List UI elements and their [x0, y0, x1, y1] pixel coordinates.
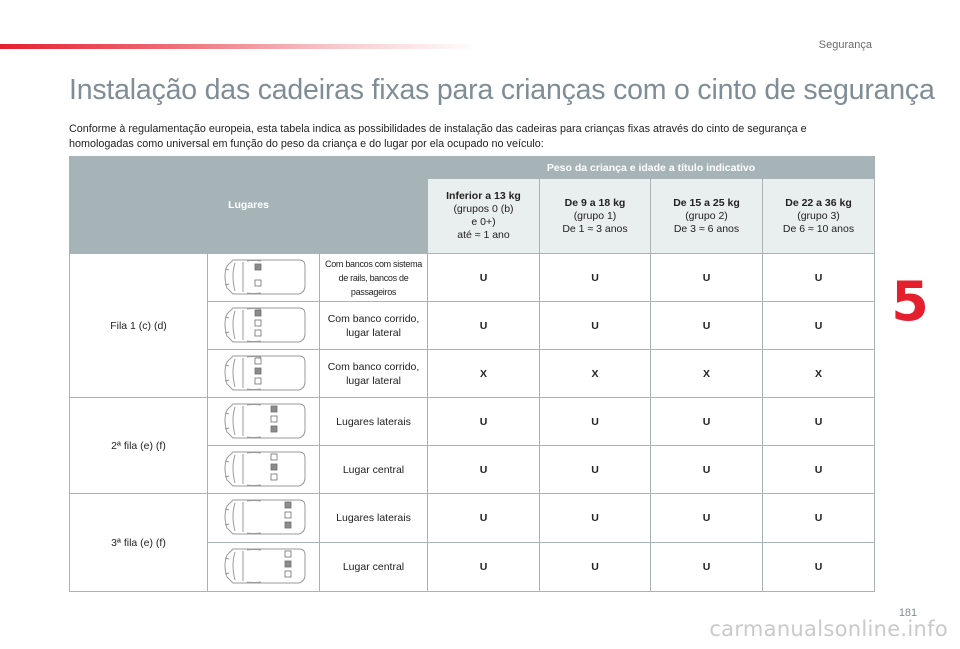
- section-name: Segurança: [818, 39, 872, 51]
- age-label: De 3 ≈ 6 anos: [673, 222, 740, 235]
- seat: [271, 474, 277, 480]
- weight-group-1: [540, 179, 651, 254]
- seat-description: Com banco corrido, lugar lateral: [320, 350, 428, 398]
- weight-label: De 9 a 18 kg: [564, 196, 626, 209]
- group-label: (grupo 2): [685, 209, 728, 222]
- car-top-view-icon: [221, 547, 307, 587]
- seat-highlighted: [255, 310, 261, 316]
- page-title: Instalação das cadeiras fixas para crianças com o cinto de segurança: [69, 74, 935, 106]
- seat: [255, 280, 261, 286]
- age-label: até ≈ 1 ano: [457, 229, 510, 241]
- group-label: (grupos 0 (b): [453, 203, 514, 215]
- seat: [271, 454, 277, 460]
- seat-highlighted: [285, 522, 291, 528]
- table-row: [70, 398, 875, 446]
- car-top-view-icon: [221, 306, 307, 346]
- car-top-view-icon: [221, 498, 307, 538]
- group-label-cont: e 0+): [471, 216, 496, 228]
- value-cell: U: [651, 543, 763, 592]
- car-top-view-icon: [221, 450, 307, 490]
- seat: [255, 358, 261, 364]
- value-cell: U: [428, 302, 540, 350]
- seat-description: Lugares laterais: [320, 398, 428, 446]
- weight-label: De 22 a 36 kg: [785, 196, 852, 209]
- value-cell: U: [428, 543, 540, 592]
- group-label: (grupo 3): [797, 209, 840, 222]
- group-label: (grupo 1): [573, 209, 617, 222]
- weight-group-3: [763, 179, 875, 254]
- value-cell: U: [540, 543, 651, 592]
- header-places: Lugares: [70, 157, 428, 254]
- value-cell: U: [763, 543, 875, 592]
- age-label: De 6 ≈ 10 anos: [782, 222, 855, 235]
- car-cell: [208, 446, 320, 494]
- value-cell: U: [651, 398, 763, 446]
- child-seat-table: [69, 156, 875, 592]
- seat-description: Lugar central: [320, 543, 428, 592]
- value-cell: X: [763, 350, 875, 398]
- car-top-view-icon: [221, 258, 307, 298]
- seat: [285, 551, 291, 557]
- value-cell: U: [428, 254, 540, 302]
- car-cell: [208, 494, 320, 543]
- seat: [285, 571, 291, 577]
- value-cell: U: [540, 302, 651, 350]
- car-cell: [208, 254, 320, 302]
- value-cell: U: [540, 254, 651, 302]
- watermark: carmanualsonline.info: [709, 617, 948, 641]
- seat-highlighted: [271, 426, 277, 432]
- seat-description: Com bancos com sistema de rails, bancos de passageiros: [320, 254, 428, 302]
- value-cell: U: [428, 494, 540, 543]
- car-top-view-icon: [221, 402, 307, 442]
- value-cell: U: [763, 398, 875, 446]
- value-cell: U: [428, 398, 540, 446]
- weight-label: Inferior a 13 kg: [446, 190, 521, 202]
- weight-group-2: [651, 179, 763, 254]
- value-cell: X: [540, 350, 651, 398]
- seat-highlighted: [255, 264, 261, 270]
- header-accent-bar: [0, 44, 480, 49]
- chapter-number: 5: [891, 270, 929, 333]
- value-cell: U: [651, 446, 763, 494]
- seat: [255, 320, 261, 326]
- value-cell: U: [651, 494, 763, 543]
- weight-label: De 15 a 25 kg: [673, 196, 740, 209]
- header-weight-group: Peso da criança e idade a título indicativo: [428, 157, 875, 179]
- car-cell: [208, 302, 320, 350]
- seat: [285, 512, 291, 518]
- value-cell: X: [651, 350, 763, 398]
- seat: [271, 416, 277, 422]
- car-cell: [208, 543, 320, 592]
- intro-paragraph: Conforme à regulamentação europeia, esta tabela indica as possibilidades de instalação das cadeiras para crianças fixas através do cinto de segurança e homologadas como universal em função do peso da criança e do lugar por ela ocupado no veículo:: [69, 123, 807, 150]
- car-cell: [208, 350, 320, 398]
- value-cell: U: [763, 302, 875, 350]
- seat-highlighted: [271, 406, 277, 412]
- seat: [255, 330, 261, 336]
- value-cell: U: [651, 302, 763, 350]
- car-cell: [208, 398, 320, 446]
- seat-highlighted: [285, 502, 291, 508]
- seat-description: Lugares laterais: [320, 494, 428, 543]
- weight-group-0: [428, 179, 540, 254]
- car-top-view-icon: [221, 354, 307, 394]
- age-label: De 1 ≈ 3 anos: [562, 222, 628, 235]
- value-cell: U: [763, 446, 875, 494]
- seat: [255, 378, 261, 384]
- value-cell: U: [651, 254, 763, 302]
- table-row: [70, 254, 875, 302]
- row-label-fila-2: 2ª fila (e) (f): [70, 398, 208, 494]
- seat-highlighted: [255, 368, 261, 374]
- value-cell: U: [763, 494, 875, 543]
- seat-description: Lugar central: [320, 446, 428, 494]
- seat-highlighted: [285, 561, 291, 567]
- value-cell: U: [540, 398, 651, 446]
- seat-highlighted: [271, 464, 277, 470]
- value-cell: X: [428, 350, 540, 398]
- row-label-fila-1: Fila 1 (c) (d): [70, 254, 208, 398]
- value-cell: U: [763, 254, 875, 302]
- value-cell: U: [540, 494, 651, 543]
- seat-description: Com banco corrido, lugar lateral: [320, 302, 428, 350]
- value-cell: U: [428, 446, 540, 494]
- page-number: 181: [898, 607, 918, 619]
- value-cell: U: [540, 446, 651, 494]
- table-row: [70, 494, 875, 543]
- row-label-fila-3: 3ª fila (e) (f): [70, 494, 208, 592]
